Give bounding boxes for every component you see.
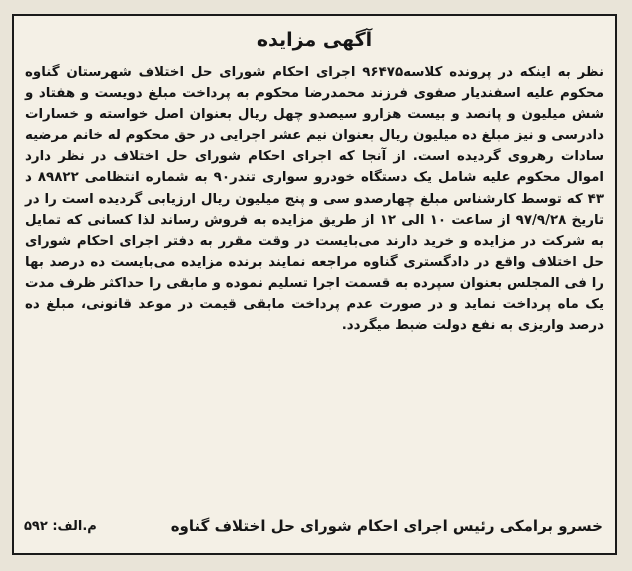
reference-number: م.الف: ۵۹۲ bbox=[24, 518, 97, 534]
signer-name: خسرو برامکی رئیس اجرای احکام شورای حل اختلاف گناوه bbox=[170, 517, 603, 535]
auction-notice bbox=[12, 14, 617, 555]
notice-body: نظر به اینکه در پرونده کلاسه۹۶۴۷۵ اجرای احکام شورای حل اختلاف شهرستان گناوه محکوم علیه اسفندیار صفوی فرزند محمدرضا محکوم به پرداخت مبلغ دویست و هفتاد و شش میلیون و پانصد و بیست هزارو سیصدو چهل ریال بعنوان اصل خواسته و خسارات دادرسی و نیز مبلغ ده میلیون ریال بعنوان نیم عشر اجرایی در حق محکوم له خانم مرضیه سادات رهروی گردیده است. از آنجا که اجرای احکام شورای حل اختلاف در نظر دارد اموال محکوم علیه شامل یک دستگاه خودرو سواری تندر۹۰ به شماره انتظامی ۸۹۸۲۲ د ۴۳ که توسط کارشناس مبلغ چهارصدو سی و پنج میلیون ریال ارزیابی گردیده است را در تاریخ ۹۷/۹/۲۸ از ساعت ۱۰ الی ۱۲ از طریق مزایده به فروش رساند لذا کسانی که تمایل به شرکت در مزایده و خرید دارند می‌بایست در وقت مقرر به دفتر اجرای احکام شورای حل اختلاف واقع در دادگستری گناوه مراجعه نمایند برنده مزایده می‌بایست ده درصد بها را فی المجلس بعنوان سپرده به قسمت اجرا تسلیم نموده و مابقی را حداکثر ظرف مدت یک ماه پرداخت نماید و در صورت عدم پرداخت مابقی قیمت در موعد قانونی، مبلغ ده درصد واریزی به نفع دولت ضبط میگردد. bbox=[25, 65, 605, 334]
notice-title: آگهی مزایده bbox=[256, 29, 373, 51]
notice-footer bbox=[24, 514, 603, 538]
